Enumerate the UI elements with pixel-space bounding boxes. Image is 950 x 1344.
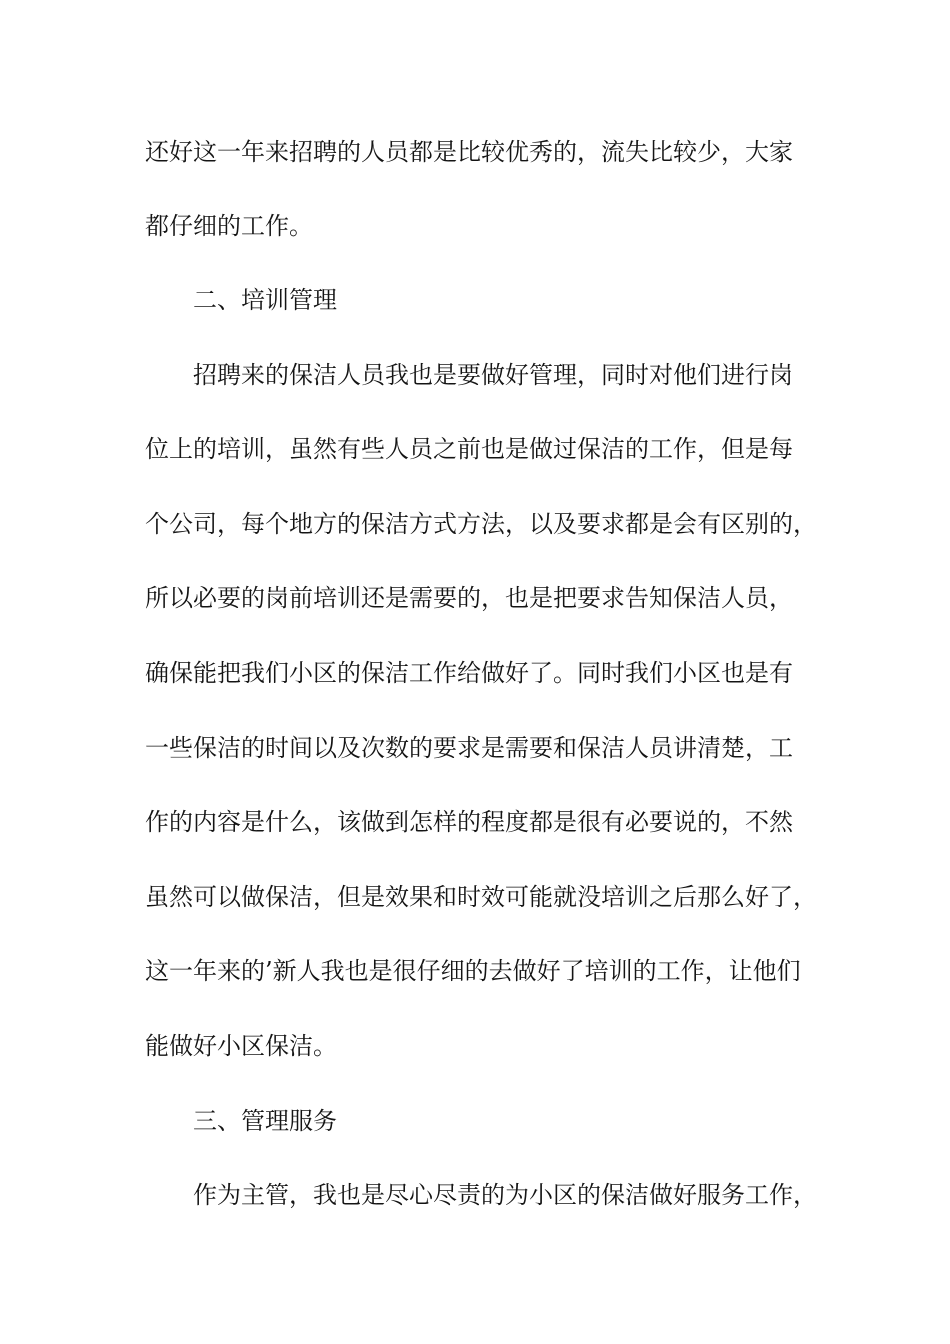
paragraph-line: 这一年来的’新人我也是很仔细的去做好了培训的工作，让他们 xyxy=(145,957,801,985)
paragraph-line: 还好这一年来招聘的人员都是比较优秀的，流失比较少，大家 xyxy=(145,138,793,166)
paragraph-line: 一些保洁的时间以及次数的要求是需要和保洁人员讲清楚，工 xyxy=(145,734,793,762)
paragraph-line: 招聘来的保洁人员我也是要做好管理，同时对他们进行岗 xyxy=(193,361,793,389)
paragraph-line: 虽然可以做保洁，但是效果和时效可能就没培训之后那么好了， xyxy=(145,883,817,911)
paragraph-line: 个公司，每个地方的保洁方式方法，以及要求都是会有区别的， xyxy=(145,510,817,538)
paragraph-line: 位上的培训，虽然有些人员之前也是做过保洁的工作，但是每 xyxy=(145,435,793,463)
paragraph-line: 所以必要的岗前培训还是需要的，也是把要求告知保洁人员， xyxy=(145,584,793,612)
paragraph-line: 能做好小区保洁。 xyxy=(145,1032,337,1060)
paragraph-line: 作为主管，我也是尽心尽责的为小区的保洁做好服务工作， xyxy=(193,1181,817,1209)
paragraph-line: 都仔细的工作。 xyxy=(145,212,313,240)
section-heading: 三、管理服务 xyxy=(193,1107,337,1135)
paragraph-line: 确保能把我们小区的保洁工作给做好了。同时我们小区也是有 xyxy=(145,659,793,687)
section-heading: 二、培训管理 xyxy=(193,286,337,314)
paragraph-line: 作的内容是什么，该做到怎样的程度都是很有必要说的，不然 xyxy=(145,808,793,836)
